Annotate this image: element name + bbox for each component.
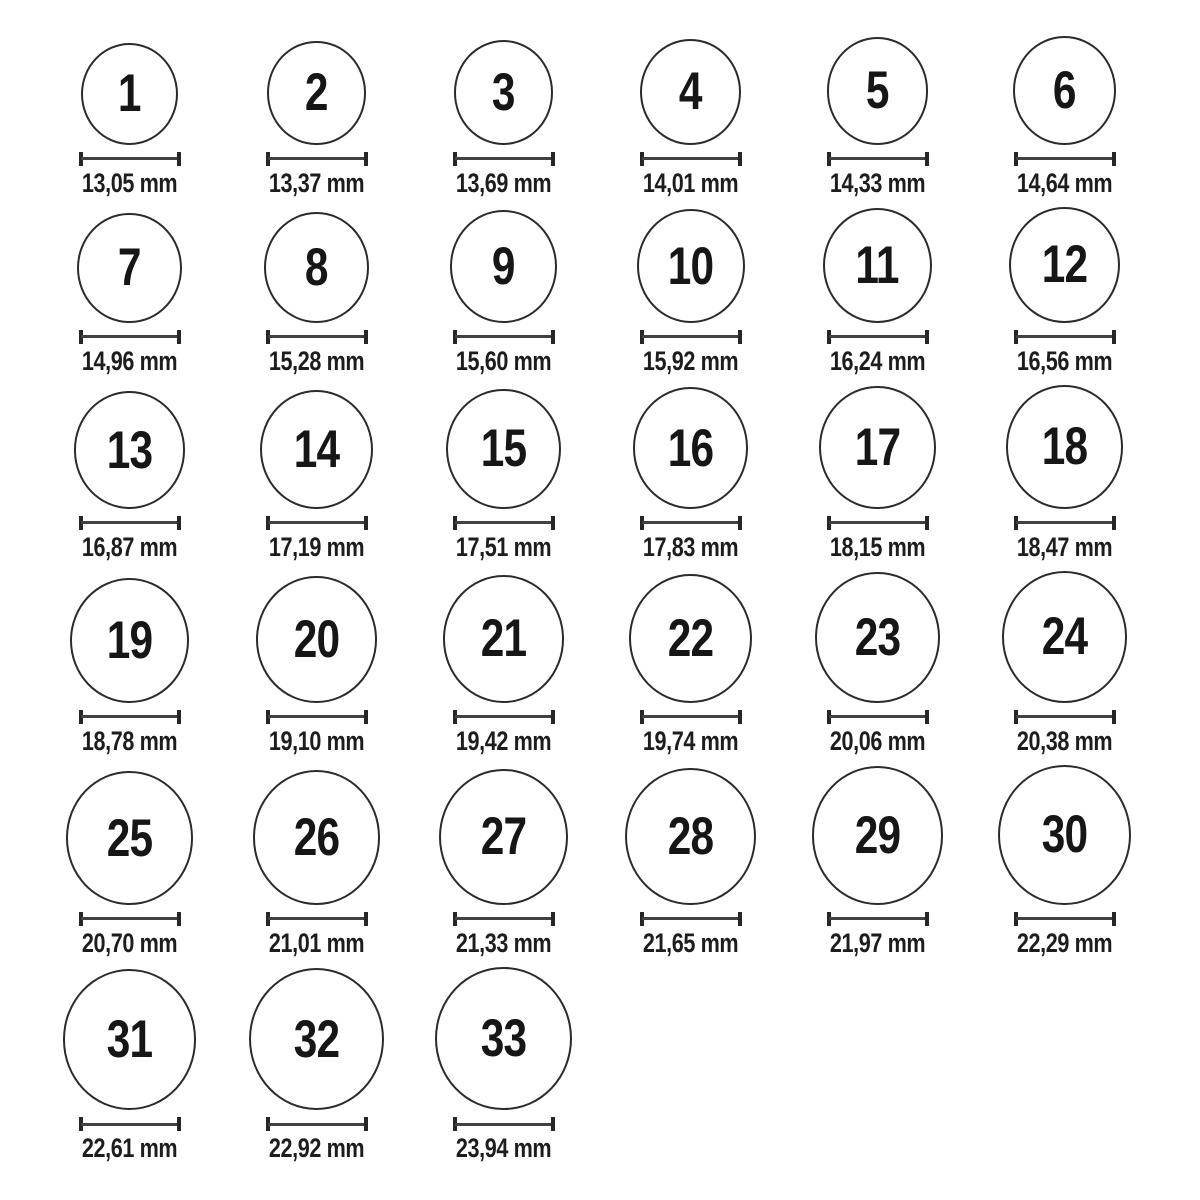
diameter-ruler	[827, 516, 929, 530]
diameter-ruler	[640, 330, 742, 344]
ring-size-cell	[597, 571, 784, 757]
ruler-line	[1016, 715, 1114, 718]
diameter-label: 13,37 mm	[268, 167, 365, 198]
ruler-line	[829, 157, 927, 160]
ring-size-number: 32	[293, 1009, 340, 1069]
ring-size-number: 16	[667, 418, 714, 478]
ring-size-number: 17	[854, 418, 901, 478]
ring-size-circle	[1002, 571, 1127, 703]
diameter-ruler	[79, 1117, 181, 1131]
ruler-tick-right	[551, 516, 555, 530]
ruler-tick-right	[364, 912, 368, 926]
ring-size-number: 26	[293, 807, 340, 867]
ruler-tick-right	[1112, 330, 1116, 344]
circle-area	[77, 207, 181, 323]
ring-size-circle	[256, 576, 376, 703]
ruler-line	[81, 715, 179, 718]
circle-area	[629, 571, 752, 703]
ruler-tick-right	[551, 912, 555, 926]
ring-size-circle	[827, 37, 929, 144]
diameter-label: 14,96 mm	[81, 345, 178, 376]
ruler-tick-right	[738, 710, 742, 724]
ring-size-cell	[36, 967, 223, 1165]
circle-area	[1006, 385, 1124, 509]
ring-size-number: 31	[106, 1010, 153, 1070]
circle-area	[70, 571, 189, 703]
diameter-label: 15,28 mm	[268, 345, 365, 376]
ruler-tick-right	[364, 330, 368, 344]
ruler-tick-right	[551, 330, 555, 344]
diameter-ruler	[640, 516, 742, 530]
diameter-ruler	[266, 330, 368, 344]
diameter-ruler	[453, 1117, 555, 1131]
ring-size-cell	[597, 36, 784, 199]
diameter-ruler	[1014, 516, 1116, 530]
ring-size-circle	[446, 389, 560, 509]
diameter-label: 19,74 mm	[642, 725, 739, 756]
ring-size-circle	[63, 969, 197, 1110]
ring-size-number: 7	[118, 238, 141, 298]
diameter-label: 14,01 mm	[642, 167, 739, 198]
ring-size-cell	[410, 967, 597, 1165]
ruler-line	[642, 521, 740, 524]
ring-size-number: 18	[1041, 417, 1088, 477]
diameter-ruler	[79, 152, 181, 166]
ring-size-circle	[1013, 36, 1116, 145]
ruler-line	[642, 917, 740, 920]
diameter-ruler	[266, 1117, 368, 1131]
ring-size-number: 14	[293, 420, 340, 480]
ring-size-number: 12	[1041, 235, 1088, 295]
circle-area	[637, 207, 745, 323]
ruler-line	[455, 157, 553, 160]
ruler-tick-right	[1112, 912, 1116, 926]
ring-size-cell	[971, 36, 1158, 199]
ring-size-cell	[410, 385, 597, 563]
ruler-line	[829, 715, 927, 718]
diameter-ruler	[827, 710, 929, 724]
ruler-line	[268, 521, 366, 524]
diameter-label: 20,38 mm	[1016, 725, 1113, 756]
ring-size-circle	[815, 572, 939, 703]
diameter-ruler	[79, 710, 181, 724]
chart-row	[36, 207, 1200, 377]
diameter-label: 17,19 mm	[268, 531, 365, 562]
circle-area	[439, 765, 568, 905]
ruler-line	[642, 335, 740, 338]
ruler-line	[642, 715, 740, 718]
ruler-line	[268, 917, 366, 920]
diameter-ruler	[1014, 152, 1116, 166]
ruler-tick-right	[1112, 710, 1116, 724]
ruler-line	[455, 521, 553, 524]
diameter-ruler	[640, 152, 742, 166]
ring-size-circle	[249, 968, 384, 1110]
diameter-ruler	[1014, 912, 1116, 926]
ring-size-circle	[998, 765, 1131, 905]
ring-size-cell	[597, 765, 784, 959]
ring-size-circle	[1006, 385, 1124, 509]
diameter-ruler	[79, 516, 181, 530]
ring-size-number: 23	[854, 608, 901, 668]
ring-size-number: 19	[106, 610, 153, 670]
diameter-label: 22,61 mm	[81, 1133, 178, 1164]
diameter-ruler	[79, 912, 181, 926]
ruler-tick-right	[925, 152, 929, 166]
ring-size-cell	[36, 207, 223, 377]
diameter-label: 22,29 mm	[1016, 927, 1113, 958]
ruler-tick-right	[177, 710, 181, 724]
circle-area	[249, 967, 384, 1111]
ruler-tick-right	[551, 710, 555, 724]
ruler-tick-right	[364, 710, 368, 724]
ruler-tick-right	[364, 516, 368, 530]
circle-area	[66, 765, 193, 905]
ring-size-cell	[784, 207, 971, 377]
ring-size-circle	[260, 390, 373, 509]
circle-area	[81, 36, 178, 145]
chart-row	[36, 967, 1200, 1165]
ruler-line	[642, 157, 740, 160]
circle-area	[815, 571, 939, 703]
ruler-tick-right	[738, 516, 742, 530]
ring-size-circle	[1009, 207, 1119, 323]
ruler-tick-right	[925, 710, 929, 724]
diameter-label: 16,87 mm	[81, 531, 178, 562]
circle-area	[998, 765, 1131, 905]
ring-size-circle	[450, 210, 557, 322]
ring-size-cell	[410, 36, 597, 199]
circle-area	[253, 765, 381, 905]
ruler-tick-right	[364, 152, 368, 166]
ring-size-circle	[454, 40, 553, 145]
ruler-line	[455, 1123, 553, 1126]
diameter-label: 19,42 mm	[455, 725, 552, 756]
circle-area	[74, 385, 186, 509]
circle-area	[823, 207, 932, 323]
ruler-line	[829, 917, 927, 920]
ring-size-circle	[629, 574, 752, 703]
ruler-tick-right	[738, 330, 742, 344]
diameter-label: 20,06 mm	[829, 725, 926, 756]
ring-size-circle	[435, 967, 571, 1111]
ring-size-circle	[74, 391, 186, 509]
diameter-label: 16,24 mm	[829, 345, 926, 376]
ring-size-cell	[971, 571, 1158, 757]
ring-size-circle	[633, 387, 748, 509]
ruler-line	[268, 157, 366, 160]
ruler-line	[81, 917, 179, 920]
ring-size-cell	[36, 36, 223, 199]
ruler-line	[1016, 335, 1114, 338]
diameter-label: 13,69 mm	[455, 167, 552, 198]
ruler-tick-right	[551, 152, 555, 166]
ruler-line	[829, 335, 927, 338]
diameter-label: 21,65 mm	[642, 927, 739, 958]
ruler-tick-right	[1112, 152, 1116, 166]
ring-size-number: 10	[667, 236, 714, 296]
ring-size-cell	[223, 385, 410, 563]
ruler-line	[81, 157, 179, 160]
diameter-label: 20,70 mm	[81, 927, 178, 958]
ring-size-cell	[223, 967, 410, 1165]
circle-area	[827, 36, 929, 145]
chart-row	[36, 571, 1200, 757]
diameter-label: 21,01 mm	[268, 927, 365, 958]
diameter-ruler	[453, 516, 555, 530]
ruler-line	[268, 335, 366, 338]
ring-size-cell	[971, 765, 1158, 959]
ring-size-circle	[267, 41, 365, 144]
chart-row	[36, 36, 1200, 199]
ring-size-number: 20	[293, 610, 340, 670]
ring-size-number: 2	[305, 63, 328, 123]
ruler-tick-right	[177, 912, 181, 926]
ring-size-circle	[66, 771, 193, 904]
diameter-label: 15,92 mm	[642, 345, 739, 376]
circle-area	[63, 967, 197, 1111]
ruler-line	[455, 917, 553, 920]
diameter-ruler	[453, 330, 555, 344]
ring-size-number: 15	[480, 419, 527, 479]
ring-size-circle	[823, 208, 932, 323]
ring-size-circle	[264, 212, 370, 323]
diameter-ruler	[266, 710, 368, 724]
ruler-tick-right	[925, 912, 929, 926]
ring-size-cell	[784, 385, 971, 563]
ring-size-number: 27	[480, 807, 527, 867]
ruler-line	[455, 335, 553, 338]
diameter-ruler	[266, 516, 368, 530]
ring-size-number: 25	[106, 808, 153, 868]
diameter-ruler	[453, 912, 555, 926]
circle-area	[267, 36, 365, 145]
circle-area	[819, 385, 936, 509]
ring-size-cell	[597, 207, 784, 377]
ring-size-cell	[971, 207, 1158, 377]
diameter-label: 15,60 mm	[455, 345, 552, 376]
diameter-label: 23,94 mm	[455, 1133, 552, 1164]
circle-area	[256, 571, 376, 703]
circle-area	[446, 385, 560, 509]
diameter-label: 17,83 mm	[642, 531, 739, 562]
ruler-line	[1016, 157, 1114, 160]
ruler-line	[829, 521, 927, 524]
diameter-label: 13,05 mm	[81, 167, 178, 198]
ruler-tick-right	[177, 1117, 181, 1131]
circle-area	[264, 207, 370, 323]
ruler-tick-right	[177, 152, 181, 166]
diameter-ruler	[1014, 330, 1116, 344]
ring-size-cell	[597, 385, 784, 563]
circle-area	[454, 36, 553, 145]
ring-size-cell	[784, 36, 971, 199]
circle-area	[1009, 207, 1119, 323]
diameter-label: 21,33 mm	[455, 927, 552, 958]
ring-size-circle	[439, 769, 568, 905]
ring-size-circle	[253, 770, 381, 905]
circle-area	[812, 765, 943, 905]
diameter-ruler	[453, 152, 555, 166]
ring-size-number: 4	[679, 62, 702, 122]
diameter-ruler	[453, 710, 555, 724]
diameter-ruler	[640, 710, 742, 724]
ruler-line	[81, 1123, 179, 1126]
ring-size-circle	[81, 43, 178, 145]
diameter-label: 14,64 mm	[1016, 167, 1113, 198]
ring-size-cell	[223, 36, 410, 199]
ring-size-circle	[637, 209, 745, 323]
ruler-tick-right	[738, 912, 742, 926]
ruler-line	[268, 1123, 366, 1126]
diameter-label: 21,97 mm	[829, 927, 926, 958]
ring-size-number: 28	[667, 806, 714, 866]
ring-size-number: 21	[480, 609, 527, 669]
ruler-tick-right	[177, 330, 181, 344]
ring-size-circle	[625, 768, 755, 905]
ruler-tick-right	[925, 516, 929, 530]
circle-area	[1002, 571, 1127, 703]
ring-size-cell	[223, 207, 410, 377]
diameter-ruler	[827, 152, 929, 166]
circle-area	[260, 385, 373, 509]
ring-size-cell	[410, 765, 597, 959]
ruler-tick-right	[364, 1117, 368, 1131]
ring-size-cell	[971, 385, 1158, 563]
ring-size-number: 33	[480, 1009, 527, 1068]
ruler-tick-right	[551, 1117, 555, 1131]
ring-size-number: 11	[855, 235, 900, 295]
ruler-tick-right	[1112, 516, 1116, 530]
circle-area	[435, 967, 571, 1111]
diameter-label: 18,78 mm	[81, 725, 178, 756]
ruler-line	[1016, 521, 1114, 524]
ring-size-cell	[223, 571, 410, 757]
circle-area	[640, 36, 741, 145]
ruler-tick-right	[177, 516, 181, 530]
ring-size-cell	[410, 571, 597, 757]
chart-row	[36, 385, 1200, 563]
ring-size-number: 24	[1041, 607, 1088, 667]
ruler-line	[1016, 917, 1114, 920]
diameter-ruler	[827, 912, 929, 926]
ring-size-cell	[784, 571, 971, 757]
diameter-label: 18,15 mm	[829, 531, 926, 562]
ring-size-number: 9	[492, 237, 515, 297]
diameter-ruler	[827, 330, 929, 344]
ruler-line	[81, 335, 179, 338]
ring-size-circle	[640, 39, 741, 145]
ring-size-cell	[36, 571, 223, 757]
ruler-line	[81, 521, 179, 524]
ring-size-number: 22	[667, 608, 714, 668]
diameter-ruler	[266, 912, 368, 926]
ring-size-cell	[36, 385, 223, 563]
ring-size-cell	[784, 765, 971, 959]
ring-size-number: 3	[492, 62, 515, 122]
circle-area	[443, 571, 565, 703]
diameter-ruler	[640, 912, 742, 926]
ring-size-number: 6	[1053, 60, 1076, 120]
ring-size-number: 30	[1041, 805, 1088, 865]
ring-size-number: 13	[106, 420, 153, 480]
circle-area	[1013, 36, 1116, 145]
diameter-label: 14,33 mm	[829, 167, 926, 198]
ring-size-circle	[812, 766, 943, 904]
ruler-tick-right	[738, 152, 742, 166]
chart-row	[36, 765, 1200, 959]
ring-size-circle	[70, 578, 189, 703]
diameter-ruler	[1014, 710, 1116, 724]
circle-area	[625, 765, 755, 905]
ring-size-cell	[223, 765, 410, 959]
ring-size-circle	[819, 386, 936, 509]
ring-size-number: 5	[866, 61, 889, 121]
ring-size-number: 8	[305, 237, 328, 297]
diameter-label: 16,56 mm	[1016, 345, 1113, 376]
ring-size-number: 1	[118, 64, 141, 123]
diameter-label: 18,47 mm	[1016, 531, 1113, 562]
circle-area	[450, 207, 557, 323]
circle-area	[633, 385, 748, 509]
ruler-line	[455, 715, 553, 718]
diameter-label: 19,10 mm	[268, 725, 365, 756]
diameter-ruler	[266, 152, 368, 166]
ruler-tick-right	[925, 330, 929, 344]
ring-size-number: 29	[854, 805, 901, 865]
ring-size-cell	[36, 765, 223, 959]
ring-size-circle	[77, 213, 181, 323]
ring-size-cell	[410, 207, 597, 377]
ring-size-circle	[443, 575, 565, 703]
diameter-label: 22,92 mm	[268, 1133, 365, 1164]
diameter-label: 17,51 mm	[455, 531, 552, 562]
ruler-line	[268, 715, 366, 718]
diameter-ruler	[79, 330, 181, 344]
